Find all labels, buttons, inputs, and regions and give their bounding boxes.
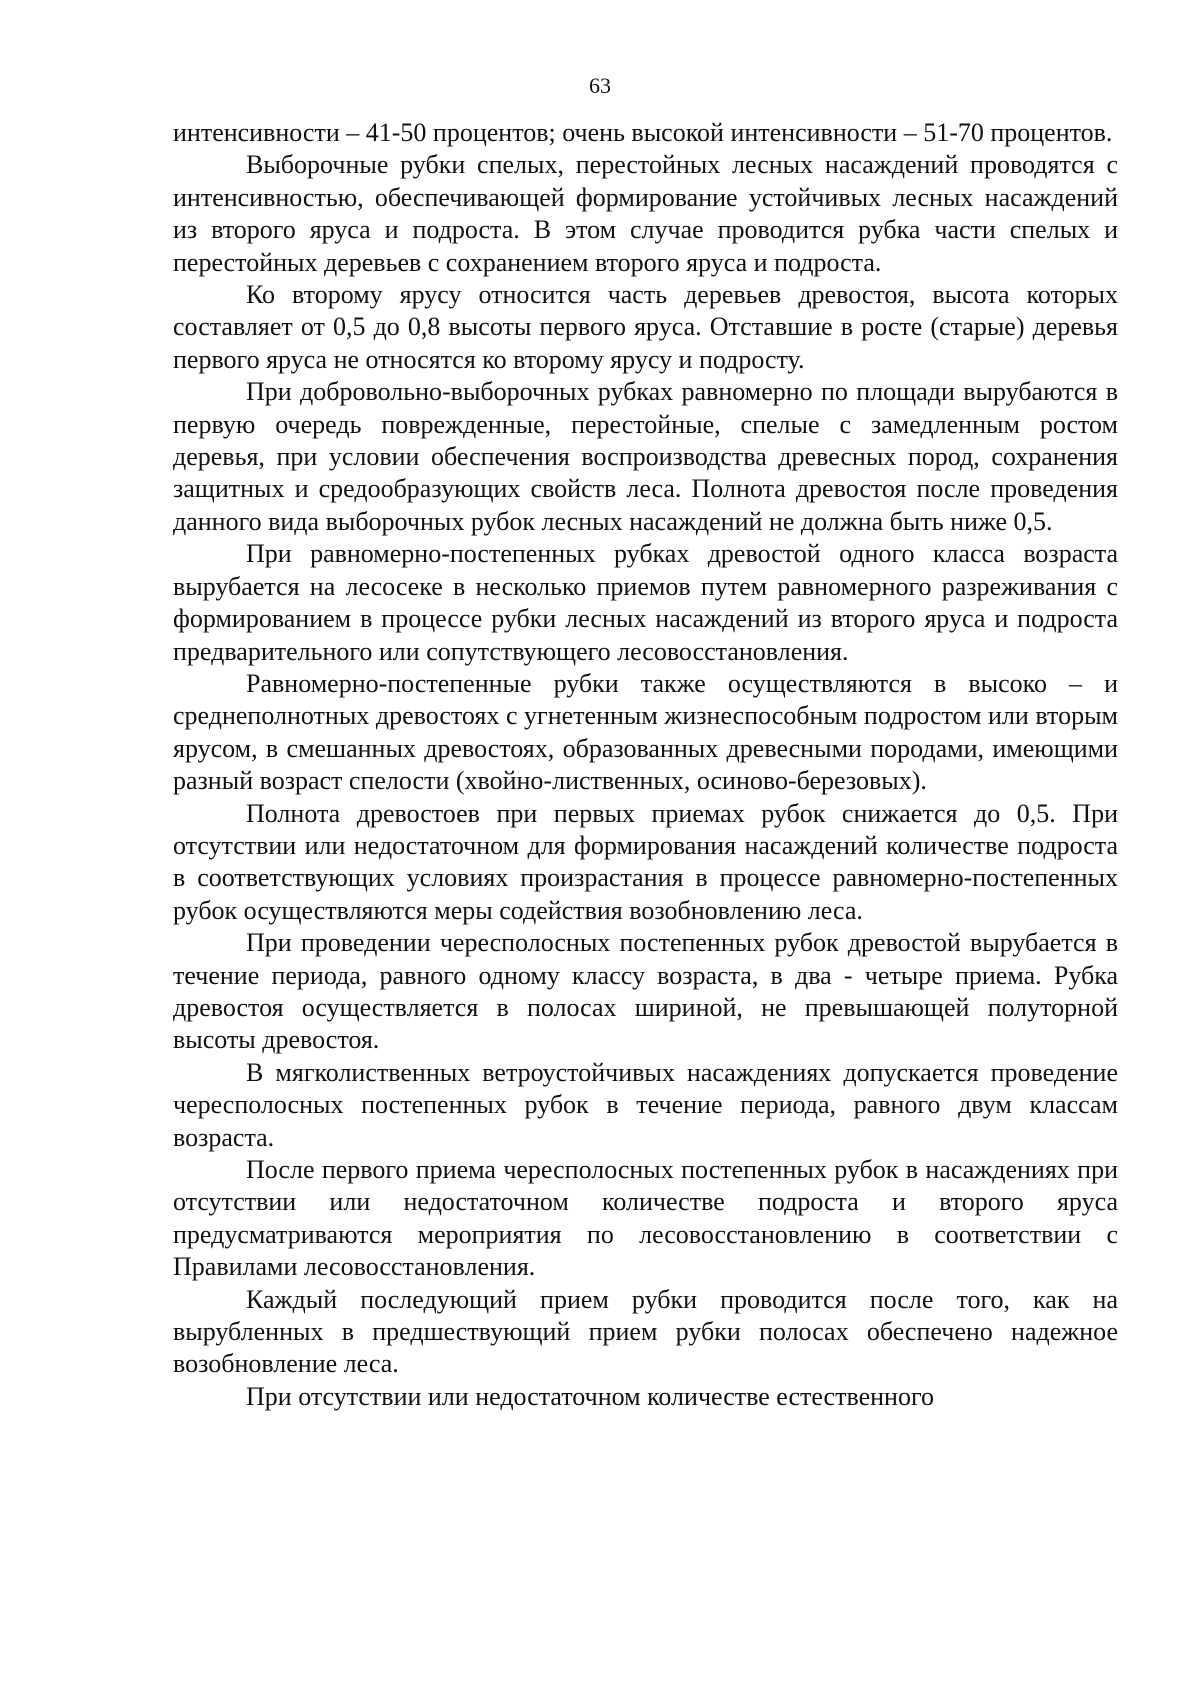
paragraph-2: Выборочные рубки спелых, перестойных лесных насаждений проводятся с интенсивностью, обеспечивающей формирование устойчивых лесных насаждений из второго яруса и подроста. В этом случае проводится рубка части спелых и перестойных деревьев с сохранением второго яруса и подроста. (173, 150, 1118, 277)
paragraph-7: Полнота древостоев при первых приемах рубок снижается до 0,5. При отсутствии или недостаточном для формирования насаждений количестве подроста в соответствующих условиях произрастания в процессе равномерно-постепенных рубок осуществляются меры содействия возобновлению леса. (173, 798, 1118, 925)
paragraph-12: При отсутствии или недостаточном количестве естественного (246, 1381, 934, 1411)
paragraph-6: Равномерно-постепенные рубки также осуществляются в высоко – и среднеполнотных древостоях с угнетенным жизнеспособным подростом или вторым ярусом, в смешанных древостоях, образованных древесными породами, имеющими разный возраст спелости (хвойно-лиственных, осиново-березовых). (173, 668, 1118, 796)
paragraph-9: В мягколиственных ветроустойчивых насаждениях допускается проведение чересполосных постепенных рубок в течение периода, равного двум классам возраста. (173, 1057, 1118, 1152)
paragraph-3: Ко второму ярусу относится часть деревьев древостоя, высота которых составляет от 0,5 до 0,8 высоты первого яруса. Отставшие в росте (старые) деревья первого яруса не относятся ко второму ярусу и подросту. (173, 280, 1118, 374)
document-body (173, 117, 1118, 1413)
paragraph-1: интенсивности – 41-50 процентов; очень высокой интенсивности – 51-70 процентов. (173, 118, 1113, 147)
paragraph-4: При добровольно-выборочных рубках равномерно по площади вырубаются в первую очередь поврежденные, перестойные, спелые с замедленным ростом деревья, при условии обеспечения воспроизводства древесных пород, сохранения защитных и средообразующих свойств леса. Полнота древостоя после проведения данного вида выборочных рубок лесных насаждений не должна быть ниже 0,5. (173, 377, 1118, 536)
paragraph-11: Каждый последующий прием рубки проводится после того, как на вырубленных в предшествующий прием рубки полосах обеспечено надежное возобновление леса. (173, 1284, 1118, 1379)
page-number: 63 (589, 73, 611, 98)
paragraph-8: При проведении чересполосных постепенных рубок древостой вырубается в течение периода, равного одному классу возраста, в два - четыре приема. Рубка древостоя осуществляется в полосах шириной, не превышающей полуторной высоты древостоя. (173, 928, 1118, 1055)
paragraph-10: После первого приема чересполосных постепенных рубок в насаждениях при отсутствии или недостаточном количестве подроста и второго яруса предусматриваются мероприятия по лесовосстановлению в соответствии с Правилами лесовосстановления. (173, 1155, 1118, 1282)
paragraph-5: При равномерно-постепенных рубках древостой одного класса возраста вырубается на лесосеке в несколько приемов путем равномерного разреживания с формированием в процессе рубки лесных насаждений из второго яруса и подроста предварительного или сопутствующего лесовосстановления. (173, 539, 1118, 666)
